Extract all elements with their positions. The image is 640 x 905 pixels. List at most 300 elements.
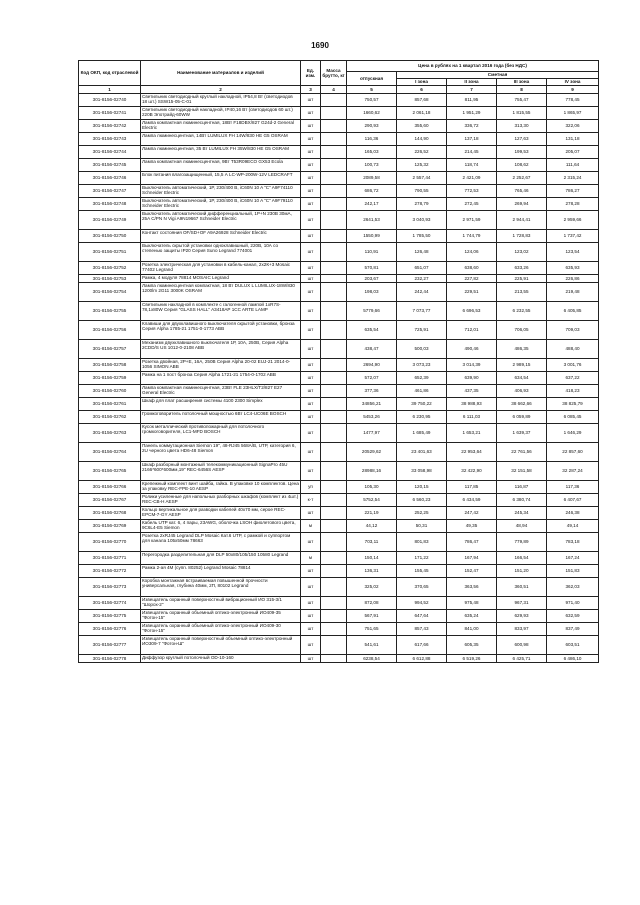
price-table	[78, 60, 599, 663]
row-name: Коробка монтажная встраиваемая повышенной прочности универсальная, глубина 40мм, 2П, 80102 Legrand	[141, 578, 301, 597]
row-code: 301-8156-02764	[79, 443, 141, 462]
row-zone1-price: 6 560,23	[397, 494, 447, 507]
column-number: 7	[447, 86, 497, 94]
row-mass	[321, 211, 347, 230]
table-row	[79, 146, 599, 159]
row-release-price: 150,14	[347, 552, 397, 565]
row-zone1-price: 120,15	[397, 481, 447, 494]
row-zone3-price: 2 252,67	[497, 172, 547, 185]
row-name: Розетка двойная, 2Р+Е, 16А, 250В Серия Alpha 20-02 EUJ-21 2014-0-1056 SIMON ABB	[141, 359, 301, 372]
row-unit: шт	[301, 185, 321, 198]
column-number: 9	[547, 86, 599, 94]
row-unit: шт	[301, 385, 321, 398]
row-zone3-price: 22 761,56	[497, 443, 547, 462]
row-unit: шт	[301, 198, 321, 211]
row-mass	[321, 230, 347, 243]
row-zone4-price: 637,22	[547, 372, 599, 385]
row-unit: шт	[301, 597, 321, 610]
header-release: отпускная	[347, 72, 397, 86]
row-release-price: 6238,54	[347, 655, 397, 663]
row-zone4-price: 3 001,76	[547, 359, 599, 372]
row-name: Шкаф разборный монтажный телекоммуникационный SignaPro 45U 2166*600*600мм,19" REC-6456S AESP	[141, 462, 301, 481]
row-zone3-price: 1 728,83	[497, 230, 547, 243]
table-row	[79, 424, 599, 443]
row-release-price: 570,81	[347, 262, 397, 275]
row-unit: шт	[301, 443, 321, 462]
row-zone2-price: 229,51	[447, 283, 497, 302]
row-mass	[321, 481, 347, 494]
row-zone3-price: 245,34	[497, 507, 547, 520]
header-code: Код ОКП, код отраслевой	[79, 61, 141, 86]
row-zone2-price: 638,60	[447, 262, 497, 275]
row-zone4-price: 1 646,29	[547, 424, 599, 443]
row-release-price: 1660,62	[347, 107, 397, 120]
row-name: Кольцо вертикальное для разводки кабелей 40х70 мм, серое REC-EPCM-7-GY AESP	[141, 507, 301, 520]
row-zone1-price: 857,68	[397, 94, 447, 107]
row-name: Механизм двухклавишного выключателя 1Р, 10А, 250В, Серия Alpha 2CDD/S US 1012-0-2108 ABB	[141, 340, 301, 359]
row-zone4-price: 971,40	[547, 597, 599, 610]
row-release-price: 2641,53	[347, 211, 397, 230]
row-unit: шт	[301, 533, 321, 552]
row-zone2-price: 437,35	[447, 385, 497, 398]
row-zone4-price: 2 959,66	[547, 211, 599, 230]
row-code: 301-8156-02769	[79, 520, 141, 533]
row-unit: шт	[301, 133, 321, 146]
header-unit: Ед. изм.	[301, 61, 321, 86]
row-zone1-price: 126,48	[397, 243, 447, 262]
row-zone2-price: 786,47	[447, 533, 497, 552]
row-zone1-price: 155,45	[397, 565, 447, 578]
column-number: 5	[347, 86, 397, 94]
row-zone2-price: 336,72	[447, 120, 497, 133]
row-zone2-price: 635,24	[447, 610, 497, 623]
row-zone1-price: 994,52	[397, 597, 447, 610]
table-row	[79, 243, 599, 262]
row-code: 301-8156-02771	[79, 552, 141, 565]
row-zone1-price: 652,39	[397, 372, 447, 385]
row-code: 301-8156-02761	[79, 398, 141, 411]
row-zone4-price: 783,18	[547, 533, 599, 552]
table-row	[79, 340, 599, 359]
row-zone1-price: 617,66	[397, 636, 447, 655]
column-number: 2	[141, 86, 301, 94]
row-unit: шт	[301, 372, 321, 385]
table-row	[79, 159, 599, 172]
row-zone4-price: 111,64	[547, 159, 599, 172]
row-zone4-price: 226,86	[547, 275, 599, 283]
row-unit: шт	[301, 424, 321, 443]
row-zone1-price: 370,65	[397, 578, 447, 597]
row-name: Кабель UTP кат. 6, 4 пары, 23AWG, оболочка LSOH фиолетового цвета, 9C6L4-E5 Siemon	[141, 520, 301, 533]
row-name: Рамка на 1 пост бронза Серия Alpha 1721-21 1754-0-1702 ABB	[141, 372, 301, 385]
row-zone3-price: 633,26	[497, 262, 547, 275]
row-zone3-price: 151,20	[497, 565, 547, 578]
row-zone4-price: 635,93	[547, 262, 599, 275]
row-zone3-price: 1 815,55	[497, 107, 547, 120]
row-zone4-price: 709,03	[547, 321, 599, 340]
row-code: 301-8156-02750	[79, 230, 141, 243]
row-code: 301-8156-02749	[79, 211, 141, 230]
row-unit: шт	[301, 359, 321, 372]
row-zone1-price: 171,22	[397, 552, 447, 565]
row-zone2-price: 841,00	[447, 623, 497, 636]
table-row	[79, 520, 599, 533]
row-mass	[321, 172, 347, 185]
row-mass	[321, 262, 347, 275]
row-name: Розетка электрическая для установки в кабель-канал, 2х2К+3 Mosaic 77402 Legrand	[141, 262, 301, 275]
row-name: Выключатель автоматический дифференциальный, 1P+N 230В 30мА, 25A C/PN N Vigi A9N19667 Schneider Electric	[141, 211, 301, 230]
row-release-price: 28988,16	[347, 462, 397, 481]
row-name: Контакт состояния OF/SD+OF A9A26928 Schneider Electric	[141, 230, 301, 243]
row-mass	[321, 107, 347, 120]
row-code: 301-8156-02778	[79, 655, 141, 663]
table-row	[79, 578, 599, 597]
row-release-price: 872,08	[347, 597, 397, 610]
row-mass	[321, 494, 347, 507]
row-zone1-price: 2 557,44	[397, 172, 447, 185]
row-code: 301-8156-02768	[79, 507, 141, 520]
row-name: Ролики усиленные для напольных разборных шкафов (комплект из 4шт.) REC-CB-H AESP	[141, 494, 301, 507]
row-code: 301-8156-02766	[79, 481, 141, 494]
row-zone1-price: 1 785,50	[397, 230, 447, 243]
row-release-price: 221,19	[347, 507, 397, 520]
row-unit: шт	[301, 107, 321, 120]
row-name: Кусок металлический противопожарный для потолочного громкоговорителя, LC1-MFD BOSCH	[141, 424, 301, 443]
header-zone3: III зона	[497, 79, 547, 86]
row-mass	[321, 507, 347, 520]
row-code: 301-8156-02777	[79, 636, 141, 655]
table-row	[79, 94, 599, 107]
row-zone2-price: 975,48	[447, 597, 497, 610]
row-code: 301-8156-02762	[79, 411, 141, 424]
table-row	[79, 411, 599, 424]
row-unit: шт	[301, 636, 321, 655]
row-release-price: 686,72	[347, 185, 397, 198]
row-mass	[321, 552, 347, 565]
row-mass	[321, 359, 347, 372]
row-zone1-price: 144,90	[397, 133, 447, 146]
row-zone1-price: 7 073,77	[397, 302, 447, 321]
table-row	[79, 198, 599, 211]
row-zone2-price: 605,35	[447, 636, 497, 655]
row-zone1-price: 725,91	[397, 321, 447, 340]
row-code: 301-8156-02770	[79, 533, 141, 552]
row-name: Выключатель автоматический, 1P, 230/400 В, iC60N 10 A "C" A9F79110 Schneider Electric	[141, 198, 301, 211]
table-row	[79, 120, 599, 133]
row-code: 301-8156-02759	[79, 372, 141, 385]
row-zone3-price: 6 425,71	[497, 655, 547, 663]
row-zone1-price: 647,64	[397, 610, 447, 623]
row-zone3-price: 166,54	[497, 552, 547, 565]
table-row	[79, 533, 599, 552]
row-code: 301-8156-02765	[79, 462, 141, 481]
row-zone2-price: 6 434,59	[447, 494, 497, 507]
column-number: 3	[301, 86, 321, 94]
row-zone3-price: 2 944,41	[497, 211, 547, 230]
row-unit: к-т	[301, 494, 321, 507]
row-zone1-price: 461,86	[397, 385, 447, 398]
row-release-price: 541,61	[347, 636, 397, 655]
row-name: Светильник накладной в комплекте с галогенной лампой 1хR7S-78,1х80W Серия "GLASS HALL" A3418AP 1CC ARTE LAMP	[141, 302, 301, 321]
row-name: Извещатель охранный объемный оптико-электронный ИО409-30 "Фотон-15"	[141, 623, 301, 636]
row-name: Лампа люминесцентная компактная, 18 Вт DULUX L LUMILUX-18W/830 1200lm 2G11 3000K OSRAM	[141, 283, 301, 302]
table-row	[79, 262, 599, 275]
header-name: Наименование материалов и изделий	[141, 61, 301, 86]
row-code: 301-8156-02760	[79, 385, 141, 398]
row-name: Громкоговоритель потолочный мощностью 6Вт LC4-UC06E BOSCH	[141, 411, 301, 424]
row-zone3-price: 32 151,58	[497, 462, 547, 481]
row-zone1-price: 6 230,95	[397, 411, 447, 424]
row-code: 301-8156-02758	[79, 359, 141, 372]
row-release-price: 100,73	[347, 159, 397, 172]
row-mass	[321, 636, 347, 655]
row-zone4-price: 418,23	[547, 385, 599, 398]
row-zone1-price: 857,43	[397, 623, 447, 636]
row-zone1-price: 6 612,88	[397, 655, 447, 663]
table-row	[79, 359, 599, 372]
row-zone2-price: 227,82	[447, 275, 497, 283]
row-zone4-price: 837,49	[547, 623, 599, 636]
row-code: 301-8156-02757	[79, 340, 141, 359]
row-zone3-price: 779,89	[497, 533, 547, 552]
row-unit: шт	[301, 623, 321, 636]
row-mass	[321, 159, 347, 172]
table-row	[79, 636, 599, 655]
row-zone1-price: 226,52	[397, 146, 447, 159]
row-unit: м	[301, 552, 321, 565]
row-unit: шт	[301, 398, 321, 411]
row-name: Диффузор круглый потолочный OD-10-160	[141, 655, 301, 663]
row-zone3-price: 833,97	[497, 623, 547, 636]
row-zone1-price: 33 058,98	[397, 462, 447, 481]
row-code: 301-8156-02748	[79, 198, 141, 211]
row-zone2-price: 167,94	[447, 552, 497, 565]
row-name: Крепежный комплект винт шайба, гайка. В упаковке 10 комплектов. Цена за упаковку REC-FPE-10 AESP	[141, 481, 301, 494]
row-zone3-price: 269,94	[497, 198, 547, 211]
row-mass	[321, 623, 347, 636]
row-release-price: 242,17	[347, 198, 397, 211]
row-release-price: 165,03	[347, 146, 397, 159]
table-row	[79, 494, 599, 507]
row-zone2-price: 6 111,03	[447, 411, 497, 424]
row-mass	[321, 275, 347, 283]
row-zone4-price: 246,38	[547, 507, 599, 520]
row-zone2-price: 124,06	[447, 243, 497, 262]
row-zone4-price: 117,36	[547, 481, 599, 494]
row-unit: шт	[301, 94, 321, 107]
row-unit: шт	[301, 159, 321, 172]
row-name: Рамка 2-ая 4М (супп. 80252) Legrand Mosaic 78814	[141, 565, 301, 578]
row-mass	[321, 302, 347, 321]
column-number-row	[79, 86, 599, 94]
table-row	[79, 597, 599, 610]
row-code: 301-8156-02747	[79, 185, 141, 198]
row-zone3-price: 6 380,74	[497, 494, 547, 507]
row-zone1-price: 278,79	[397, 198, 447, 211]
row-zone1-price: 50,31	[397, 520, 447, 533]
header-zone2: II зона	[447, 79, 497, 86]
row-name: Клавиши для двухклавишного выключателя скрытой установки, бронза Серия Alpha 1785-21 1751-0-1773 ABB	[141, 321, 301, 340]
row-zone2-price: 490,46	[447, 340, 497, 359]
row-release-price: 198,03	[347, 283, 397, 302]
row-release-price: 203,67	[347, 275, 397, 283]
row-mass	[321, 424, 347, 443]
row-zone2-price: 2 421,09	[447, 172, 497, 185]
row-unit: шт	[301, 146, 321, 159]
row-code: 301-8156-02740	[79, 94, 141, 107]
row-release-price: 567,91	[347, 610, 397, 623]
row-zone2-price: 1 951,29	[447, 107, 497, 120]
row-code: 301-8156-02745	[79, 159, 141, 172]
row-unit: шт	[301, 302, 321, 321]
page-number: 1690	[311, 41, 329, 50]
row-zone1-price: 651,07	[397, 262, 447, 275]
row-zone2-price: 2 971,59	[447, 211, 497, 230]
row-code: 301-8156-02772	[79, 565, 141, 578]
row-zone3-price: 199,53	[497, 146, 547, 159]
row-zone1-price: 790,55	[397, 185, 447, 198]
row-zone3-price: 6 232,55	[497, 302, 547, 321]
row-zone4-price: 2 315,24	[547, 172, 599, 185]
row-zone2-price: 1 653,21	[447, 424, 497, 443]
row-name: Извещатель охранный объемный оптико-электронный ИО409-35 "Фотон-15"	[141, 610, 301, 623]
table-row	[79, 507, 599, 520]
row-unit: шт	[301, 411, 321, 424]
table-row	[79, 610, 599, 623]
row-zone2-price: 639,90	[447, 372, 497, 385]
table-row	[79, 462, 599, 481]
row-mass	[321, 411, 347, 424]
row-zone1-price: 500,03	[397, 340, 447, 359]
row-zone3-price: 213,55	[497, 283, 547, 302]
row-code: 301-8156-02763	[79, 424, 141, 443]
row-mass	[321, 185, 347, 198]
row-unit: шт	[301, 655, 321, 663]
row-code: 301-8156-02755	[79, 302, 141, 321]
row-name: Извещатель охранный поверхностный вибрационный ИО 315-3/1 "Шорох-2"	[141, 597, 301, 610]
row-unit: шт	[301, 262, 321, 275]
row-zone3-price: 634,54	[497, 372, 547, 385]
row-zone2-price: 32 422,90	[447, 462, 497, 481]
row-release-price: 1477,97	[347, 424, 397, 443]
row-code: 301-8156-02776	[79, 623, 141, 636]
table-row	[79, 107, 599, 120]
row-zone4-price: 131,18	[547, 133, 599, 146]
row-code: 301-8156-02753	[79, 275, 141, 283]
row-unit: шт	[301, 610, 321, 623]
row-unit: шт	[301, 340, 321, 359]
table-row	[79, 275, 599, 283]
row-zone3-price: 706,05	[497, 321, 547, 340]
row-code: 301-8156-02742	[79, 120, 141, 133]
row-code: 301-8156-02752	[79, 262, 141, 275]
row-release-price: 5779,66	[347, 302, 397, 321]
row-code: 301-8156-02767	[79, 494, 141, 507]
table-row	[79, 481, 599, 494]
row-unit: шт	[301, 211, 321, 230]
row-zone3-price: 406,93	[497, 385, 547, 398]
table-row	[79, 552, 599, 565]
row-code: 301-8156-02756	[79, 321, 141, 340]
row-code: 301-8156-02743	[79, 133, 141, 146]
row-release-price: 572,07	[347, 372, 397, 385]
row-unit: шт	[301, 321, 321, 340]
row-mass	[321, 385, 347, 398]
row-name: Лампа компактная люминесцентная, 23Вт FLE 23HLX/T2/827 E27 General Electric	[141, 385, 301, 398]
row-zone4-price: 1 865,97	[547, 107, 599, 120]
row-mass	[321, 283, 347, 302]
row-name: Выключатель автоматический, 1P, 230/400 В, iC60N 10 A "C" A9F74110 Schneider Electric	[141, 185, 301, 198]
row-release-price: 110,91	[347, 243, 397, 262]
row-zone2-price: 6 696,53	[447, 302, 497, 321]
row-zone1-price: 242,44	[397, 283, 447, 302]
table-row	[79, 623, 599, 636]
row-mass	[321, 133, 347, 146]
row-zone3-price: 600,98	[497, 636, 547, 655]
table-row	[79, 398, 599, 411]
table-row	[79, 283, 599, 302]
price-table-body	[79, 94, 599, 663]
row-release-price: 703,11	[347, 533, 397, 552]
row-zone2-price: 3 014,39	[447, 359, 497, 372]
row-zone3-price: 48,94	[497, 520, 547, 533]
row-name: Перегородка разделительная для DLP 50х80/105/150 10580 Legrand	[141, 552, 301, 565]
row-mass	[321, 146, 347, 159]
row-mass	[321, 610, 347, 623]
row-unit: шт	[301, 230, 321, 243]
row-zone2-price: 247,42	[447, 507, 497, 520]
row-zone2-price: 363,56	[447, 578, 497, 597]
row-zone3-price: 116,87	[497, 481, 547, 494]
row-unit: шт	[301, 565, 321, 578]
table-row	[79, 302, 599, 321]
row-release-price: 290,93	[347, 120, 397, 133]
table-row	[79, 655, 599, 663]
row-zone2-price: 214,45	[447, 146, 497, 159]
row-name: Розетка 2хRJ45 Legrand DLP Mosaic Кат.6 UTP, с рамкой и суппортом для канала 105х50мм 78663	[141, 533, 301, 552]
row-zone3-price: 755,47	[497, 94, 547, 107]
row-release-price: 751,65	[347, 623, 397, 636]
row-zone1-price: 39 750,22	[397, 398, 447, 411]
row-zone1-price: 355,60	[397, 120, 447, 133]
row-zone4-price: 32 287,24	[547, 462, 599, 481]
row-name: Выключатель скрытой установки одноклавишный, 220В, 10А со степенью защиты IP20 Серия Suno Legrand 774001	[141, 243, 301, 262]
row-name: Светильник светодиодный круглый накладной, IP54,8 Вт (светодиодов 18 шт.) SSW15-05-C-01	[141, 94, 301, 107]
row-mass	[321, 578, 347, 597]
row-release-price: 635,54	[347, 321, 397, 340]
row-release-price: 750,57	[347, 94, 397, 107]
row-zone2-price: 22 953,64	[447, 443, 497, 462]
row-mass	[321, 462, 347, 481]
row-zone4-price: 278,28	[547, 198, 599, 211]
row-name: Лампа люминесцентная, 14Вт LUMILUX FH 14W/830 HE G5 OSRAM	[141, 133, 301, 146]
row-zone4-price: 632,59	[547, 610, 599, 623]
row-zone2-price: 152,47	[447, 565, 497, 578]
row-release-price: 2694,90	[347, 359, 397, 372]
row-zone1-price: 252,25	[397, 507, 447, 520]
row-code: 301-8156-02774	[79, 597, 141, 610]
row-zone3-price: 629,93	[497, 610, 547, 623]
row-mass	[321, 120, 347, 133]
table-row	[79, 172, 599, 185]
row-zone2-price: 772,53	[447, 185, 497, 198]
column-number: 4	[321, 86, 347, 94]
row-zone1-price: 125,32	[397, 159, 447, 172]
row-zone1-price: 23 401,63	[397, 443, 447, 462]
row-zone2-price: 117,85	[447, 481, 497, 494]
row-zone4-price: 778,45	[547, 94, 599, 107]
table-row	[79, 230, 599, 243]
